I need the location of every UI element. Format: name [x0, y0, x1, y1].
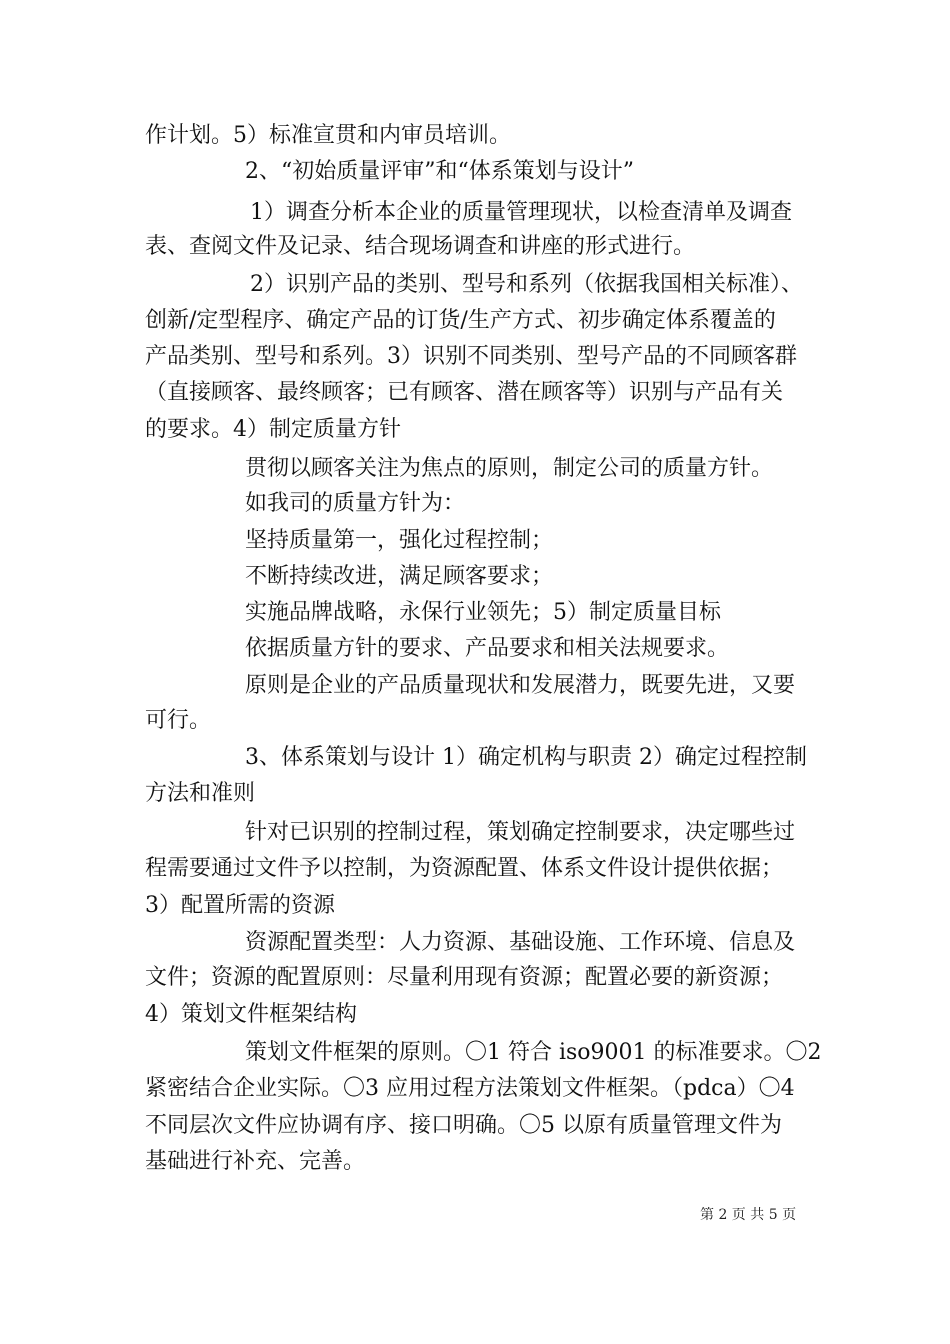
- text-line: 3）配置所需的资源: [145, 893, 335, 918]
- text-line: 策划文件框架的原则。〇1 符合 iso9001 的标准要求。〇2: [245, 1040, 822, 1065]
- text-line: 如我司的质量方针为：: [245, 491, 466, 516]
- text-line: 针对已识别的控制过程，策划确定控制要求，决定哪些过: [245, 820, 796, 845]
- text-line: 基础进行补充、完善。: [145, 1149, 366, 1174]
- page-number: 第 2 页 共 5 页: [700, 1207, 797, 1223]
- text-line: 坚持质量第一，强化过程控制；: [245, 528, 554, 553]
- text-line: 表、查阅文件及记录、结合现场调查和讲座的形式进行。: [145, 234, 696, 259]
- text-line: 可行。: [145, 708, 212, 733]
- text-line: 贯彻以顾客关注为焦点的原则，制定公司的质量方针。: [245, 456, 774, 481]
- text-line: 1）调查分析本企业的质量管理现状，以检查清单及调查: [250, 200, 792, 225]
- text-line: （直接顾客、最终顾客；已有顾客、潜在顾客等）识别与产品有关: [145, 380, 784, 405]
- text-line: 资源配置类型：人力资源、基础设施、工作环境、信息及: [245, 930, 796, 955]
- text-line: 创新/定型程序、确定产品的订货/生产方式、初步确定体系覆盖的: [145, 308, 776, 333]
- text-line: 作计划。5）标准宣贯和内审员培训。: [145, 123, 511, 148]
- text-line: 产品类别、型号和系列。3）识别不同类别、型号产品的不同顾客群: [145, 344, 797, 369]
- text-line: 4）策划文件框架结构: [145, 1002, 357, 1027]
- text-line: 实施品牌战略，永保行业领先；5）制定质量目标: [245, 600, 721, 625]
- text-line: 方法和准则: [145, 781, 256, 806]
- text-line: 文件；资源的配置原则：尽量利用现有资源；配置必要的新资源；: [145, 965, 784, 990]
- text-line: 2）识别产品的类别、型号和系列（依据我国相关标准）、: [250, 272, 803, 297]
- text-line: 的要求。4）制定质量方针: [145, 417, 401, 442]
- text-line: 紧密结合企业实际。〇3 应用过程方法策划文件框架。（pdca）〇4: [145, 1076, 795, 1101]
- text-line: 原则是企业的产品质量现状和发展潜力，既要先进，又要: [245, 673, 796, 698]
- text-line: 程需要通过文件予以控制，为资源配置、体系文件设计提供依据；: [145, 856, 784, 881]
- section-heading: 3、体系策划与设计 1）确定机构与职责 2）确定过程控制: [245, 745, 807, 770]
- text-line: 不断持续改进，满足顾客要求；: [245, 564, 554, 589]
- text-line: 依据质量方针的要求、产品要求和相关法规要求。: [245, 636, 730, 661]
- text-line: 不同层次文件应协调有序、接口明确。〇5 以原有质量管理文件为: [145, 1113, 782, 1138]
- section-heading: 2、“初始质量评审”和“体系策划与设计”: [245, 159, 634, 184]
